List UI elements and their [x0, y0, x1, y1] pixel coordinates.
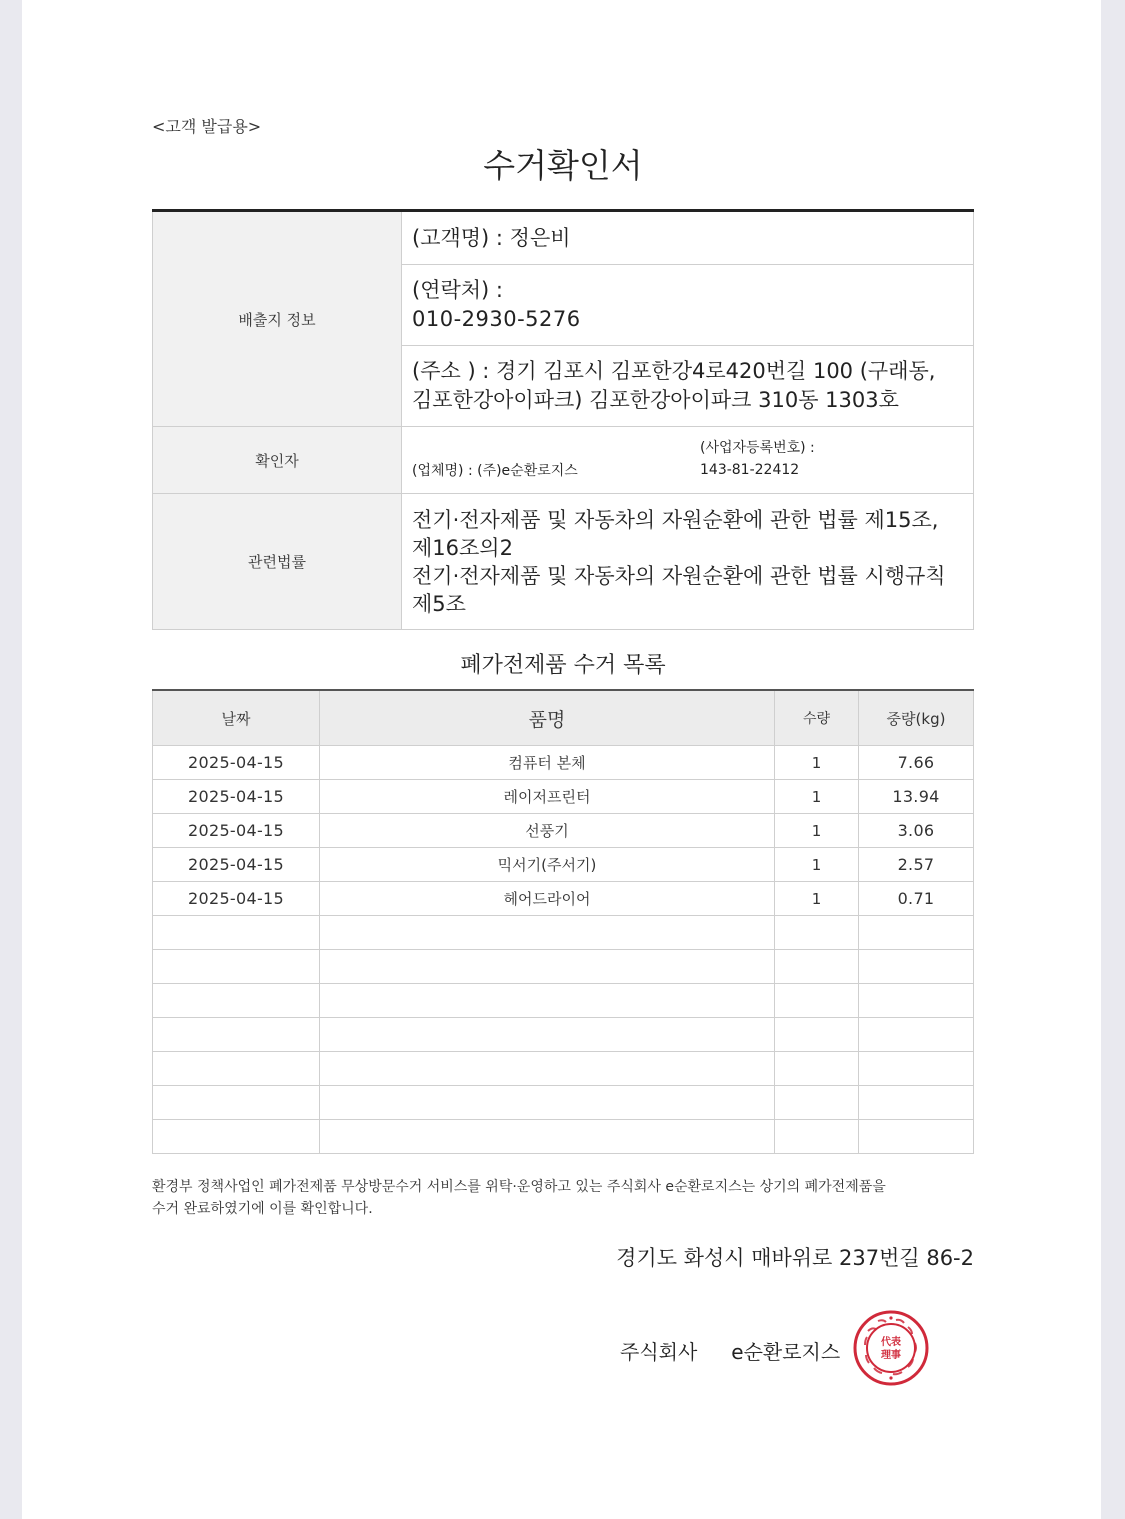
address-cell	[402, 346, 974, 427]
table-row	[153, 746, 974, 780]
cell-quantity: 1	[775, 848, 859, 882]
company-field: (업체명) : (주)e순환로지스	[412, 463, 578, 479]
empty-row	[153, 984, 974, 1018]
table-row	[153, 882, 974, 916]
empty-cell	[153, 916, 320, 950]
collection-table	[152, 689, 974, 1154]
company-name: e순환로지스	[731, 1340, 841, 1364]
confirmer-cell	[402, 427, 974, 494]
empty-cell	[320, 1120, 775, 1154]
cell-quantity: 1	[775, 814, 859, 848]
cell-quantity: 1	[775, 780, 859, 814]
document-page	[22, 0, 1101, 1519]
empty-row	[153, 1052, 974, 1086]
empty-cell	[153, 984, 320, 1018]
cell-date: 2025-04-15	[153, 780, 320, 814]
seal-dot-bottom	[889, 1376, 892, 1379]
cell-date: 2025-04-15	[153, 882, 320, 916]
cell-item: 선풍기	[320, 814, 775, 848]
cell-weight: 0.71	[859, 882, 974, 916]
column-header-item: 품명	[320, 690, 775, 746]
cell-item: 컴퓨터 본체	[320, 746, 775, 780]
empty-cell	[775, 916, 859, 950]
contact-label: (연락처) :	[412, 278, 503, 302]
contact-cell	[402, 265, 974, 346]
copy-label: <고객 발급용>	[152, 117, 262, 136]
empty-cell	[153, 1052, 320, 1086]
confirmer-row	[153, 427, 974, 494]
cell-item: 헤어드라이어	[320, 882, 775, 916]
seal-inner-text: 代表	[881, 1337, 901, 1348]
empty-cell	[775, 1086, 859, 1120]
cell-item: 레이저프린터	[320, 780, 775, 814]
empty-cell	[153, 950, 320, 984]
empty-cell	[775, 1120, 859, 1154]
company-signature	[620, 1336, 840, 1365]
cell-item: 믹서기(주서기)	[320, 848, 775, 882]
cell-weight: 2.57	[859, 848, 974, 882]
sender-info-header: 배출지 정보	[153, 211, 402, 427]
empty-row	[153, 950, 974, 984]
empty-row	[153, 916, 974, 950]
empty-row	[153, 1120, 974, 1154]
empty-cell	[859, 1086, 974, 1120]
empty-cell	[859, 916, 974, 950]
business-number-label: (사업자등록번호) :	[700, 440, 815, 456]
business-number	[700, 437, 815, 481]
document-title: 수거확인서	[483, 146, 643, 185]
empty-cell	[775, 1052, 859, 1086]
column-header-quantity: 수량	[775, 690, 859, 746]
empty-cell	[153, 1018, 320, 1052]
confirmer-header: 확인자	[153, 427, 402, 494]
law-row	[153, 494, 974, 630]
address-line-2: 김포한강아이파크) 김포한강아이파크 310동 1303호	[412, 388, 899, 412]
cell-quantity: 1	[775, 746, 859, 780]
company-seal-stamp	[852, 1309, 930, 1387]
empty-cell	[775, 1018, 859, 1052]
empty-cell	[775, 984, 859, 1018]
address-line-1: (주소 ) : 경기 김포시 김포한강4로420번길 100 (구래동,	[412, 359, 936, 383]
collection-list-title: 폐가전제품 수거 목록	[460, 653, 666, 678]
empty-row	[153, 1086, 974, 1120]
empty-cell	[859, 1018, 974, 1052]
contact-value: 010-2930-5276	[412, 307, 581, 331]
law-line-1: 전기·전자제품 및 자동차의 자원순환에 관한 법률 제15조,	[412, 507, 939, 532]
confirmation-notice	[152, 1176, 992, 1220]
business-number-value: 143-81-22412	[700, 462, 800, 478]
empty-cell	[320, 1052, 775, 1086]
cell-date: 2025-04-15	[153, 746, 320, 780]
customer-name-row	[153, 211, 974, 265]
seal-inner-ring	[867, 1324, 915, 1372]
empty-cell	[859, 1120, 974, 1154]
law-header: 관련법률	[153, 494, 402, 630]
company-address: 경기도 화성시 매바위로 237번길 86-2	[616, 1246, 974, 1270]
seal-inner-text: 理事	[881, 1350, 901, 1361]
column-header-weight: 중량(kg)	[859, 690, 974, 746]
table-header-row	[153, 690, 974, 746]
law-line-4: 제5조	[412, 591, 466, 616]
empty-cell	[859, 984, 974, 1018]
cell-weight: 7.66	[859, 746, 974, 780]
law-line-3: 전기·전자제품 및 자동차의 자원순환에 관한 법률 시행규칙	[412, 563, 946, 588]
company-prefix: 주식회사	[620, 1340, 698, 1364]
table-row	[153, 814, 974, 848]
empty-cell	[320, 916, 775, 950]
notice-line-2: 수거 완료하였기에 이를 확인합니다.	[152, 1201, 373, 1217]
column-header-date: 날짜	[153, 690, 320, 746]
empty-cell	[320, 950, 775, 984]
notice-line-1: 환경부 정책사업인 폐가전제품 무상방문수거 서비스를 위탁·운영하고 있는 주식회사 e순환로지스는 상기의 폐가전제품을	[152, 1179, 886, 1195]
empty-cell	[153, 1086, 320, 1120]
table-row	[153, 848, 974, 882]
empty-cell	[859, 1052, 974, 1086]
customer-name: (고객명) : 정은비	[402, 211, 974, 265]
cell-weight: 3.06	[859, 814, 974, 848]
cell-date: 2025-04-15	[153, 848, 320, 882]
info-table	[152, 209, 974, 630]
empty-cell	[775, 950, 859, 984]
cell-date: 2025-04-15	[153, 814, 320, 848]
table-row	[153, 780, 974, 814]
empty-cell	[859, 950, 974, 984]
empty-cell	[320, 984, 775, 1018]
law-line-2: 제16조의2	[412, 535, 513, 560]
cell-weight: 13.94	[859, 780, 974, 814]
empty-cell	[320, 1018, 775, 1052]
empty-cell	[320, 1086, 775, 1120]
law-cell	[402, 494, 974, 630]
empty-row	[153, 1018, 974, 1052]
cell-quantity: 1	[775, 882, 859, 916]
empty-cell	[153, 1120, 320, 1154]
seal-dot-top	[889, 1316, 892, 1319]
